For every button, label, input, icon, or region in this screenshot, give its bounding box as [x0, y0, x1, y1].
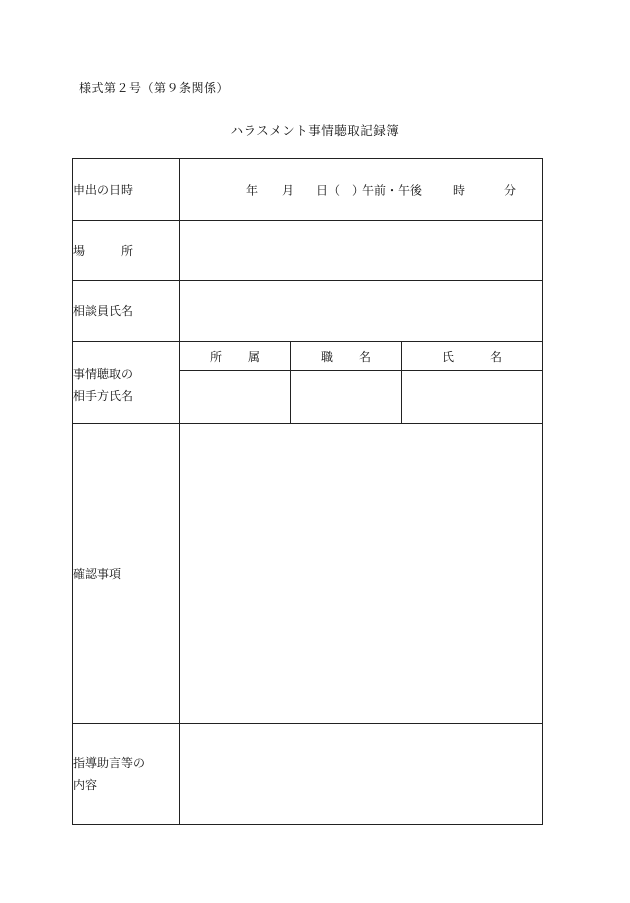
- counselor-row: [73, 281, 543, 342]
- affiliation-field[interactable]: [180, 371, 291, 424]
- col-affiliation-char1: 所: [209, 349, 222, 364]
- col-position-char2: 名: [359, 349, 372, 364]
- name-field[interactable]: [402, 371, 543, 424]
- guidance-label: [73, 724, 180, 825]
- counterpart-label-line1: 事情聴取の: [73, 366, 134, 381]
- place-field[interactable]: [180, 221, 543, 281]
- guidance-row: [73, 724, 543, 825]
- place-label: [73, 221, 180, 281]
- col-name-char1: 氏: [441, 349, 454, 364]
- hour-label: 時: [453, 183, 466, 197]
- minute-label: 分: [504, 183, 517, 197]
- form-number: 様式第２号（第９条関係）: [79, 81, 230, 95]
- counterpart-row: [73, 342, 543, 424]
- place-row: [73, 221, 543, 281]
- counterpart-label-line2: 相手方氏名: [73, 388, 134, 403]
- day-weekday-label: 日（ ）: [316, 183, 365, 197]
- record-form-table: [72, 158, 543, 825]
- guidance-field[interactable]: [180, 724, 543, 825]
- counterpart-header-row: [180, 342, 542, 371]
- document-title: ハラスメント事情聴取記録簿: [230, 123, 400, 138]
- col-affiliation-header: [180, 342, 291, 371]
- col-affiliation-char2: 属: [248, 349, 261, 364]
- col-position-header: [291, 342, 402, 371]
- confirmation-label: 確認事項: [73, 424, 180, 724]
- place-label-char1: 場: [73, 243, 86, 258]
- confirmation-field[interactable]: [180, 424, 543, 724]
- date-row: [73, 159, 543, 221]
- guidance-label-line1: 指導助言等の: [73, 756, 146, 770]
- date-field[interactable]: [180, 159, 543, 221]
- ampm-label: 午前・午後: [362, 183, 423, 197]
- col-position-char1: 職: [320, 349, 333, 364]
- confirmation-row: [73, 424, 543, 724]
- position-field[interactable]: [291, 371, 402, 424]
- date-label: 申出の日時: [73, 159, 180, 221]
- counselor-label: 相談員氏名: [73, 281, 180, 342]
- counterpart-input-row: [180, 371, 542, 424]
- counterpart-label: [73, 342, 180, 424]
- counterpart-subtable-cell: [180, 342, 543, 424]
- counselor-field[interactable]: [180, 281, 543, 342]
- month-label: 月: [282, 183, 295, 197]
- col-name-char2: 名: [490, 349, 503, 364]
- col-name-header: [402, 342, 543, 371]
- guidance-label-line2: 内容: [73, 778, 98, 792]
- place-label-char2: 所: [121, 243, 134, 258]
- year-label: 年: [246, 183, 259, 197]
- counterpart-subtable: [180, 342, 542, 423]
